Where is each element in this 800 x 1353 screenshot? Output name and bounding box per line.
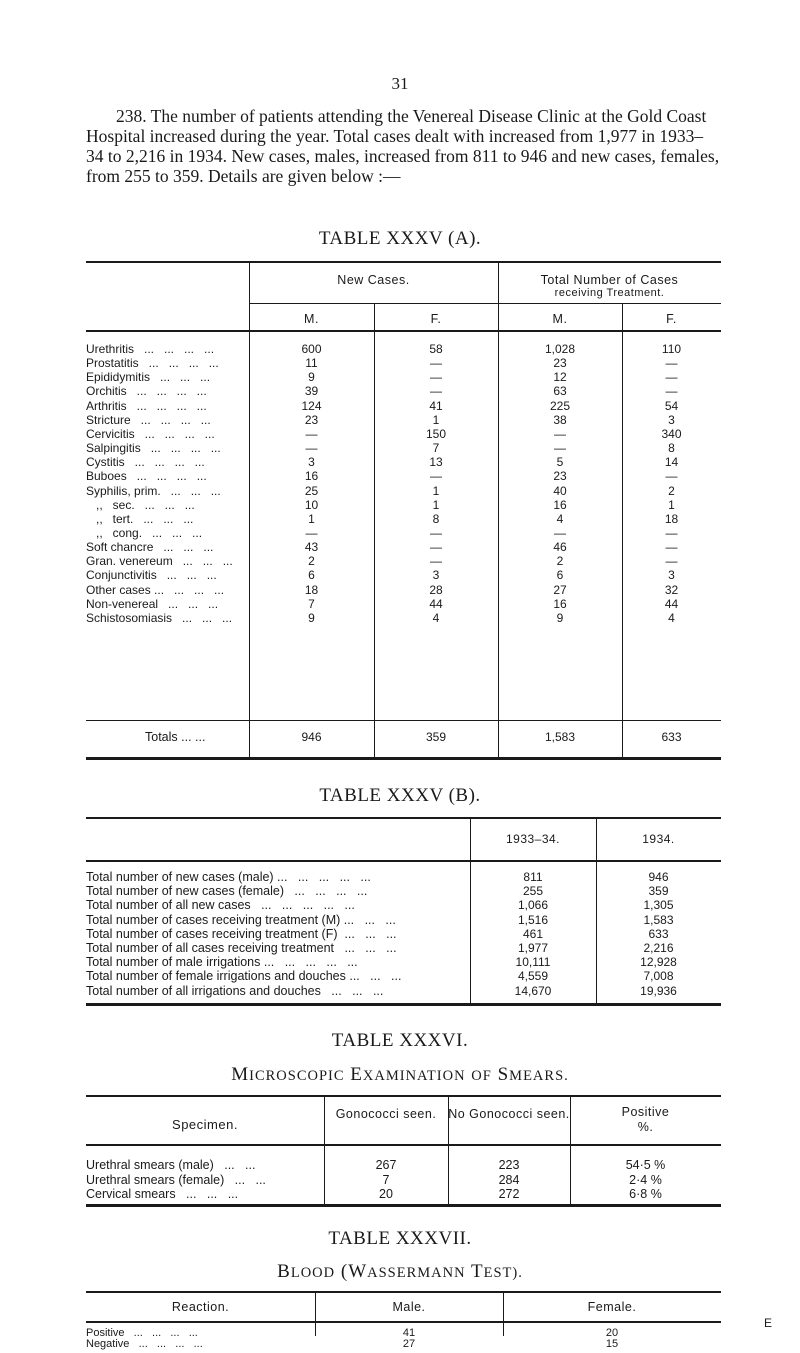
table-row-label: Total number of all cases receiving treatment ... ... ... <box>86 941 397 955</box>
table-cell: 272 <box>498 1187 520 1201</box>
table-cell: 461 <box>522 926 544 941</box>
table-cell: — <box>430 554 442 569</box>
table-cell: 16 <box>553 497 567 512</box>
table-row-label: Soft chancre ... ... ... <box>86 540 214 555</box>
table-cell: — <box>665 370 678 385</box>
table-cell: 15 <box>605 1338 619 1350</box>
table-cell: 1,977 <box>517 941 549 955</box>
table-cell: 8 <box>668 441 675 456</box>
table-row-label: Salpingitis ... ... ... ... <box>86 441 221 456</box>
table-cell: — <box>430 525 442 540</box>
header-reaction: Reaction. <box>171 1300 230 1314</box>
table-cell: 18 <box>664 511 679 526</box>
table-cell: — <box>430 356 442 371</box>
table-row-label: Buboes ... ... ... ... <box>86 469 207 484</box>
table-cell: 1 <box>668 497 675 512</box>
table-cell: 4 <box>432 610 440 625</box>
table-row-label: Schistosomiasis ... ... ... <box>86 610 233 625</box>
table-row-label: ,, cong. ... ... ... <box>86 525 203 540</box>
table-row-label: Cystitis ... ... ... ... <box>86 455 205 470</box>
table-cell: 600 <box>301 342 322 356</box>
table-cell: 11 <box>305 356 318 371</box>
table-row-label: Total number of male irrigations ... ... ... ... ... <box>86 955 358 970</box>
table-cell: — <box>665 356 678 371</box>
table-row-label: Total number of all irrigations and douches ... ... ... <box>86 983 384 998</box>
table-cell: 23 <box>553 356 567 371</box>
table-cell: 7 <box>308 596 315 611</box>
table-cell: 12,928 <box>640 955 677 970</box>
table-row-label: Urethral smears (male) ... ... <box>86 1158 256 1172</box>
table-row-label: Stricture ... ... ... ... <box>86 412 211 427</box>
table-cell: 58 <box>429 342 443 356</box>
table-cell: 10 <box>304 497 319 512</box>
table-row-label: Conjunctivitis ... ... ... <box>86 568 217 583</box>
table-cell: — <box>665 554 678 569</box>
table-cell: 7 <box>432 441 440 456</box>
table-cell: 13 <box>429 455 443 470</box>
table-cell: 124 <box>301 398 322 413</box>
table-cell: 946 <box>648 870 669 884</box>
header-male: Male. <box>392 1300 426 1314</box>
subtitle-rest: EST). <box>483 1265 523 1281</box>
header-1934: 1934. <box>642 832 675 846</box>
header-positive: Positive <box>621 1105 670 1119</box>
subtitle-rest: ASSERMANN <box>367 1265 466 1281</box>
subtitle-word: S <box>497 1064 510 1085</box>
table-cell: 54 <box>664 398 679 413</box>
table-cell: 4,559 <box>517 969 549 984</box>
table-cell: 3 <box>668 568 675 583</box>
header-no-gonococci: No Gonococci seen. <box>448 1107 570 1121</box>
table-cell: 340 <box>661 426 682 441</box>
table-cell: 1,066 <box>517 898 549 913</box>
table-row-label: ,, tert. ... ... ... <box>86 511 194 526</box>
table-cell: 7 <box>382 1172 390 1187</box>
table-cell: 44 <box>429 596 443 611</box>
table-row-label: Total number of female irrigations and douches ... ... ... <box>86 969 402 984</box>
table-cell: 8 <box>432 511 440 526</box>
table-cell: 9 <box>556 610 564 625</box>
header-total-cases-l1: Total Number of Cases <box>540 273 679 287</box>
table-cell: 32 <box>664 582 679 597</box>
table-row-label: Syphilis, prim. ... ... ... <box>86 483 221 498</box>
table-row-label: Total number of new cases (male) ... ... ... ... ... <box>86 870 371 884</box>
table-cell: 10,111 <box>515 955 551 970</box>
table-36-caption: TABLE XXXVI. <box>331 1030 469 1051</box>
table-35b-caption: TABLE XXXV (B). <box>319 785 481 806</box>
table-cell: — <box>665 469 678 484</box>
table-cell: 2 <box>556 554 564 569</box>
table-cell: 5 <box>556 455 564 470</box>
table-cell: 1,583 <box>643 912 674 927</box>
table-cell: 7,008 <box>643 969 674 984</box>
totals-new-f: 359 <box>425 730 447 744</box>
table-row-label: Arthritis ... ... ... ... <box>86 398 207 413</box>
header-specimen: Specimen. <box>172 1117 238 1132</box>
table-cell: 43 <box>304 540 319 555</box>
table-cell: 6 <box>308 568 315 583</box>
table-cell: 1,028 <box>544 342 576 356</box>
subtitle-rest: LOOD <box>290 1265 336 1281</box>
table-cell: 12 <box>553 370 567 385</box>
totals-total-f: 633 <box>661 730 682 744</box>
table-cell: — <box>430 469 442 484</box>
totals-total-m: 1,583 <box>544 730 576 744</box>
table-cell: 25 <box>304 483 319 498</box>
table-cell: 46 <box>553 540 567 555</box>
subtitle-word: B <box>277 1261 291 1282</box>
table-row-label: Orchitis ... ... ... ... <box>86 384 207 399</box>
subtitle-rest: MEARS. <box>509 1068 569 1084</box>
subtitle-rest: XAMINATION <box>362 1068 466 1084</box>
table-cell: 9 <box>308 610 315 625</box>
totals-label: Totals ... ... <box>145 730 206 744</box>
header-gonococci-seen: Gonococci seen. <box>335 1107 437 1121</box>
header-new-m: M. <box>304 312 319 326</box>
table-cell: 41 <box>402 1327 416 1339</box>
table-cell: 2 <box>668 483 675 498</box>
table-row-label: Epididymitis ... ... ... <box>86 370 211 385</box>
table-row-label: Gran. venereum ... ... ... <box>86 554 233 569</box>
table-cell: 14,670 <box>514 983 552 998</box>
table-cell: — <box>430 370 442 385</box>
table-cell: — <box>305 441 318 456</box>
table-cell: 9 <box>308 370 315 385</box>
table-cell: — <box>305 525 318 540</box>
table-cell: 39 <box>304 384 319 399</box>
table-cell: 1 <box>432 497 440 512</box>
header-new-cases: New Cases. <box>337 273 410 287</box>
table-cell: 633 <box>648 926 669 941</box>
table-cell: 27 <box>553 582 567 597</box>
table-cell: 6 <box>556 568 564 583</box>
table-row-label: Negative ... ... ... ... <box>86 1338 203 1350</box>
table-cell: 38 <box>553 412 567 427</box>
table-row-label: Urethral smears (female) ... ... <box>86 1172 266 1187</box>
table-cell: 20 <box>605 1327 619 1339</box>
table-row-label: ,, sec. ... ... ... <box>86 497 195 512</box>
table-cell: 63 <box>553 384 567 399</box>
subtitle-rest: OF <box>471 1068 492 1084</box>
table-cell: 1,305 <box>643 898 674 913</box>
table-cell: 223 <box>498 1158 520 1172</box>
table-cell: — <box>665 540 678 555</box>
header-female: Female. <box>587 1300 637 1314</box>
table-row-label: Cervical smears ... ... ... <box>86 1187 239 1201</box>
table-cell: 54·5 % <box>625 1158 666 1172</box>
table-row-label: Urethritis ... ... ... ... <box>86 342 215 356</box>
header-total-f: F. <box>666 312 677 326</box>
table-cell: 23 <box>553 469 567 484</box>
table-cell: 20 <box>379 1187 393 1201</box>
table-row-label: Prostatitis ... ... ... ... <box>86 356 219 371</box>
table-cell: 41 <box>429 398 443 413</box>
table-cell: 225 <box>549 398 571 413</box>
table-cell: 2 <box>308 554 315 569</box>
header-new-f: F. <box>430 312 442 326</box>
table-cell: 4 <box>668 610 675 625</box>
table-cell: — <box>665 384 678 399</box>
table-cell: 40 <box>553 483 567 498</box>
header-rule <box>86 1321 721 1323</box>
table-cell: 811 <box>523 870 543 884</box>
table-cell: 3 <box>432 568 440 583</box>
subtitle-word: E <box>350 1064 363 1085</box>
table-row-label: Total number of cases receiving treatment (F) ... ... ... <box>86 926 397 941</box>
table-cell: 28 <box>429 582 443 597</box>
table-cell: — <box>305 426 318 441</box>
table-cell: 16 <box>553 596 567 611</box>
table-cell: — <box>554 525 566 540</box>
table-cell: 19,936 <box>640 983 677 998</box>
page-number: 31 <box>391 74 409 93</box>
totals-new-m: 946 <box>301 730 322 744</box>
header-total-m: M. <box>552 312 568 326</box>
table-cell: 255 <box>522 884 544 899</box>
table-row-label: Total number of cases receiving treatment (M) ... ... ... <box>86 912 396 927</box>
table-cell: 2·4 % <box>629 1172 662 1187</box>
subtitle-word: (W <box>340 1261 368 1282</box>
subtitle-word: T <box>471 1261 484 1282</box>
table-cell: — <box>665 525 678 540</box>
table-cell: — <box>554 441 566 456</box>
table-cell: 1 <box>432 412 440 427</box>
table-row-label: Cervicitis ... ... ... ... <box>86 426 215 441</box>
header-total-cases-l2: receiving Treatment. <box>554 287 665 299</box>
table-row-label: Total number of all new cases ... ... ... ... ... <box>86 898 355 913</box>
table-cell: 1 <box>308 511 315 526</box>
intro-paragraph: 238. The number of patients attending the Venereal Disease Clinic at the Gold Coast Hospital increased during the year. Total cases dealt with increased from 1,977 in 1933–34 to 2,216 in 1934. New cases, males, increased from 811 to 946 and new cases, females, from 255 to 359. Details are given below :— <box>86 106 720 186</box>
table-cell: 1 <box>432 483 440 498</box>
header-percent: %. <box>637 1120 654 1134</box>
table-cell: 44 <box>664 596 679 611</box>
table-cell: 3 <box>668 412 675 427</box>
table-37-caption: TABLE XXXVII. <box>328 1228 472 1249</box>
table-cell: 14 <box>664 455 679 470</box>
corner-mark: E <box>763 1316 772 1330</box>
table-cell: 16 <box>304 469 319 484</box>
table-cell: 23 <box>304 412 319 427</box>
table-row-label: Other cases ... ... ... ... <box>86 582 225 597</box>
table-cell: 27 <box>402 1338 416 1350</box>
table-row-label: Non-venereal ... ... ... <box>86 596 219 611</box>
table-cell: 2,216 <box>643 941 674 955</box>
table-cell: 3 <box>308 455 315 470</box>
table-cell: — <box>430 540 442 555</box>
table-cell: 6·8 % <box>629 1187 662 1201</box>
subtitle-rest: ICROSCOPIC <box>249 1068 345 1084</box>
subtitle-word: M <box>231 1064 250 1085</box>
header-1933-34: 1933–34. <box>505 832 561 846</box>
table-cell: — <box>554 426 566 441</box>
table-cell: 150 <box>425 426 447 441</box>
table-cell: 18 <box>304 582 319 597</box>
table-cell: 359 <box>648 884 669 899</box>
table-cell: 267 <box>375 1158 397 1172</box>
table-cell: 110 <box>661 342 682 356</box>
table-35a-caption: TABLE XXXV (A). <box>318 228 482 249</box>
table-cell: 4 <box>556 511 564 526</box>
table-cell: 1,516 <box>517 912 549 927</box>
table-cell: — <box>430 384 442 399</box>
table-row-label: Positive ... ... ... ... <box>86 1327 198 1339</box>
table-cell: 284 <box>498 1172 520 1187</box>
table-row-label: Total number of new cases (female) ... ... ... ... <box>86 884 368 899</box>
